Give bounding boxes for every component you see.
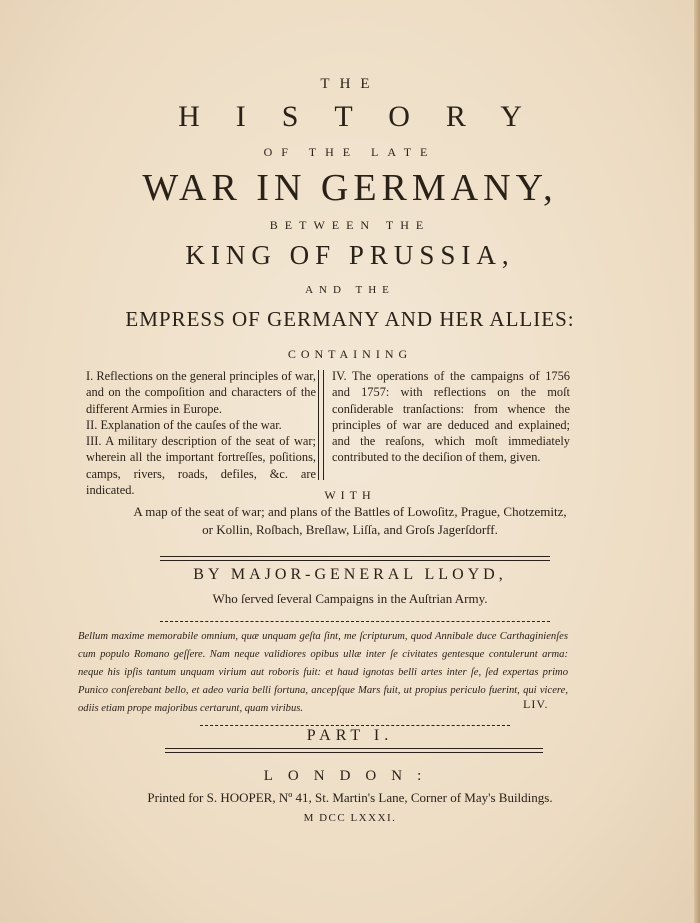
- containing-heading: CONTAINING: [287, 347, 413, 361]
- author-line: BY MAJOR-GENERAL LLOYD,: [193, 566, 507, 583]
- battles-line: or Kollin, Roſbach, Breſlaw, Liſſa, and Groſs Jagerſdorff.: [202, 522, 498, 537]
- contents-item-2: II. Explanation of the cauſes of the war.: [86, 417, 282, 432]
- author-description: Who ſerved ſeveral Campaigns in the Auſtrian Army.: [212, 591, 488, 606]
- epigraph: [78, 628, 568, 718]
- title-and-the: AND THE: [305, 284, 395, 296]
- dashed-rule: [160, 621, 550, 622]
- imprint-date: M DCC LXXXI.: [303, 812, 397, 824]
- map-line: A map of the seat of war; and plans of the Battles of Lowoſitz, Prague, Chotzemitz,: [133, 504, 567, 519]
- contents-right-column: [332, 368, 570, 466]
- title-the: THE: [320, 76, 380, 92]
- contents-item-1: I. Reflections on the general principles of war, and on the compoſition and characters of the different Armies in Europe.: [86, 369, 316, 416]
- double-rule-bottom: [165, 748, 543, 753]
- title-king-of-prussia: KING OF PRUSSIA,: [185, 240, 515, 270]
- with-heading: WITH: [324, 488, 376, 502]
- imprint-city: LONDON:: [263, 768, 437, 784]
- part-heading: PART I.: [306, 727, 394, 744]
- contents-item-4: IV. The operations of the campaigns of 1756 and 1757: with reflections on the moſt conſiderable tranſactions: from whence the principles of war are deduced and explained; and the reaſons, which moſt immediately contributed to the deciſion of them, given.: [332, 369, 570, 465]
- epigraph-text: Bellum maxime memorabile omnium, quæ unquam geſta ſint, me ſcripturum, quod Annibale duce Carthaginienſes cum populo Romano geſſere. Nam neque validiores opibus ullæ inter ſe civitates gentesque contulerunt arma: neque his ipſis tantum unquam virium aut roboris fuit: et haud ignotas belli artes inter ſe, ſed expertas primo Punico conſerebant bello, et adeo varia belli fortuna, ancepſque Mars fuit, ut propius periculo fuerint, qui vicere, odiis etiam prope majoribus certarunt, quam viribus.: [78, 631, 568, 714]
- title-empress: EMPRESS OF GERMANY AND HER ALLIES:: [125, 307, 575, 331]
- double-rule-top: [160, 556, 550, 561]
- title-between: BETWEEN THE: [269, 218, 431, 232]
- contents-item-3: III. A military description of the seat of war; wherein all the important fortreſſes, poſitions, camps, rivers, roads, defiles, &c. are indicated.: [86, 434, 316, 498]
- title-history: HISTORY: [178, 100, 558, 133]
- dashed-rule-part: [200, 725, 510, 726]
- title-of-the-late: OF THE LATE: [263, 145, 437, 159]
- column-divider: [318, 370, 324, 480]
- contents-left-column: [86, 368, 316, 498]
- imprint-printer: Printed for S. HOOPER, Nº 41, St. Martin's Lane, Corner of May's Buildings.: [147, 790, 553, 805]
- epigraph-source: LIV.: [523, 697, 549, 711]
- title-war-in-germany: WAR IN GERMANY,: [142, 167, 558, 209]
